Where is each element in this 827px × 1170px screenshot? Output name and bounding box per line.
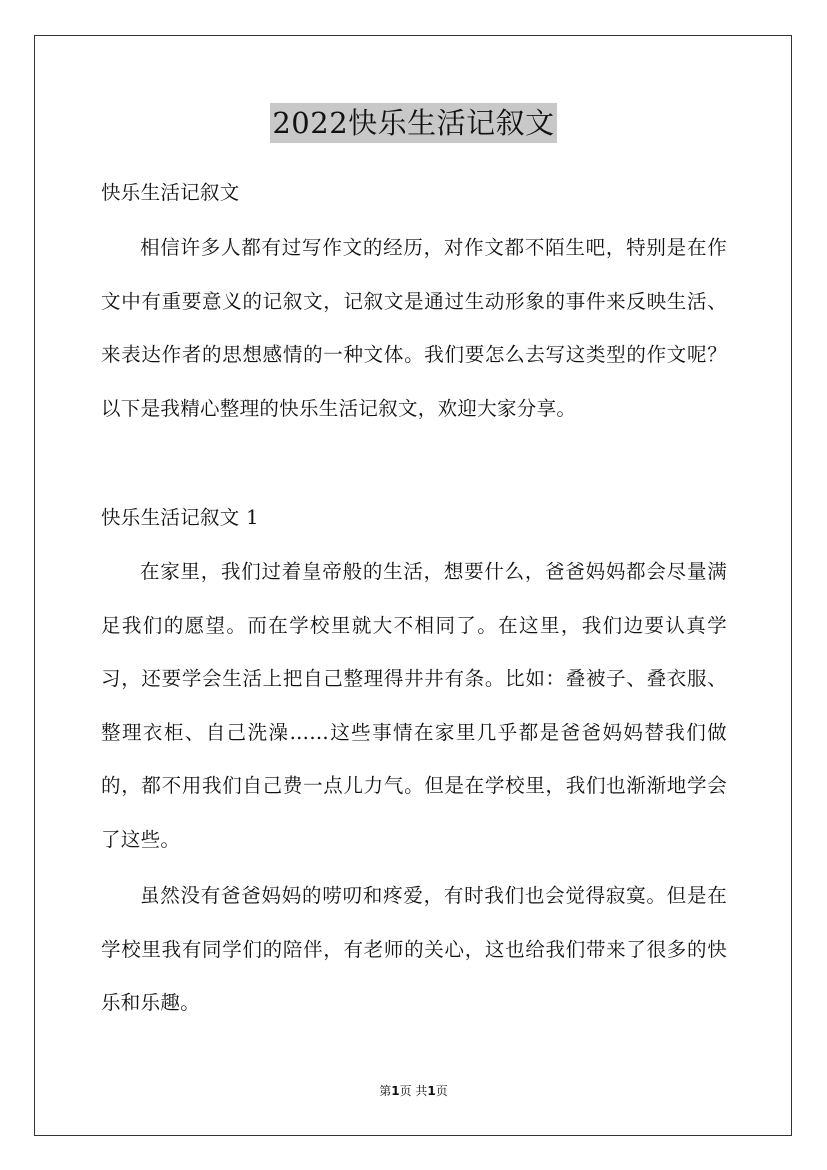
document-title: 2022快乐生活记叙文 — [270, 103, 556, 143]
footer-suffix: 页 — [435, 1084, 448, 1098]
intro-paragraph: 相信许多人都有过写作文的经历，对作文都不陌生吧，特别是在作文中有重要意义的记叙文，记叙文是通过生动形象的事件来反映生活、来表达作者的思想感情的一种文体。我们要怎么去写这类型的作文呢？以下是我精心整理的快乐生活记叙文，欢迎大家分享。 — [101, 236, 727, 420]
body-paragraph-1: 在家里，我们过着皇帝般的生活，想要什么，爸爸妈妈都会尽量满足我们的愿望。而在学校里就大不相同了。在这里，我们边要认真学习，还要学会生活上把自己整理得井井有条。比如：叠被子、叠衣服、整理衣柜、自己洗澡……这些事情在家里几乎都是爸爸妈妈替我们做的，都不用我们自己费一点儿力气。但是在学校里，我们也渐渐地学会了这些。 — [101, 560, 727, 851]
footer-prefix: 第 — [379, 1084, 392, 1098]
body-paragraph-2: 虽然没有爸爸妈妈的唠叨和疼爱，有时我们也会觉得寂寞。但是在学校里我有同学们的陪伴，有老师的关心，这也给我们带来了很多的快乐和乐趣。 — [101, 884, 727, 1014]
page-footer — [0, 1082, 827, 1099]
footer-page-number: 1 — [391, 1084, 400, 1098]
section-heading: 快乐生活记叙文 1 — [101, 506, 259, 529]
title-container — [0, 103, 827, 143]
footer-mid: 页 共 — [399, 1084, 428, 1098]
footer-total-pages: 1 — [427, 1084, 436, 1098]
document-subtitle: 快乐生活记叙文 — [101, 181, 240, 204]
